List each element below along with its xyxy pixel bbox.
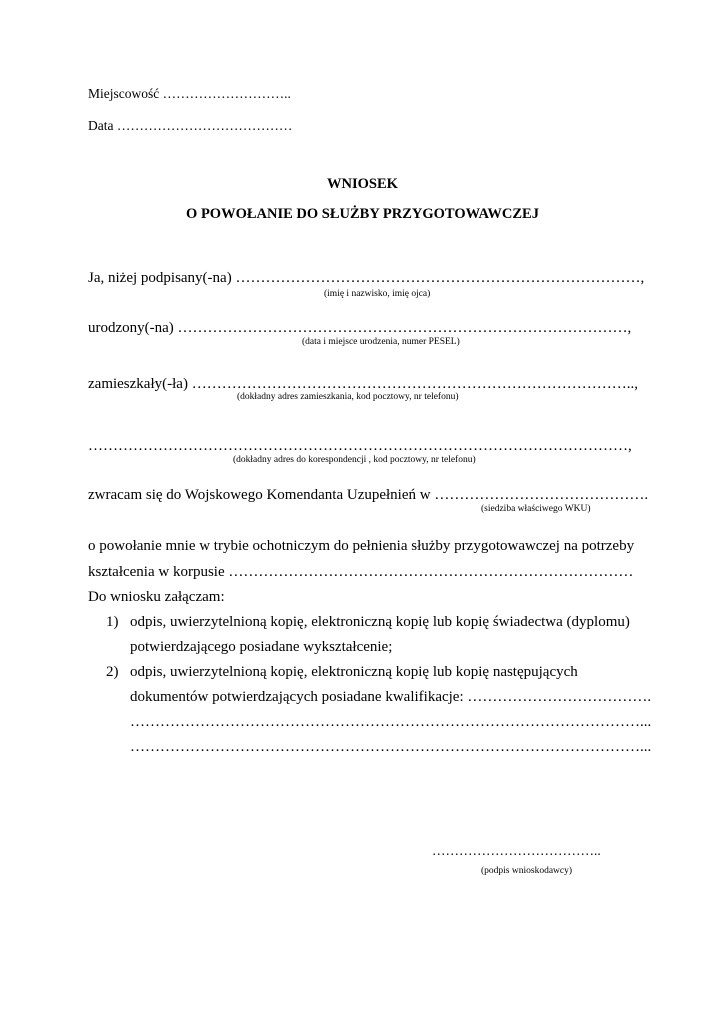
request-paragraph-line2: kształcenia w korpusie ………………………………………………………………………	[88, 564, 634, 580]
correspondence-field: ………………………………………………………………………………………………,	[88, 438, 632, 454]
name-field: Ja, niżej podpisany(-na) ………………………………………………………………………,	[88, 270, 645, 286]
attachment-item-1-line1: odpis, uwierzytelnioną kopię, elektroniczną kopię lub kopię świadectwa (dyplomu)	[130, 614, 630, 630]
signature-hint: (podpis wnioskodawcy)	[481, 866, 573, 876]
wku-hint: (siedziba właściwego WKU)	[481, 504, 591, 514]
document-title: WNIOSEK	[327, 176, 398, 192]
attachment-item-1-line2: potwierdzającego posiadane wykształcenie;	[130, 639, 393, 655]
name-hint: (imię i nazwisko, imię ojca)	[324, 289, 431, 299]
wku-field: zwracam się do Wojskowego Komendanta Uzupełnień w …………………………………….	[88, 487, 649, 503]
request-paragraph-line1: o powołanie mnie w trybie ochotniczym do pełnienia służby przygotowawczej na potrzeby	[88, 538, 635, 554]
signature-line: ………………………………..	[432, 843, 601, 858]
born-hint: (data i miejsce urodzenia, numer PESEL)	[302, 337, 460, 347]
attachments-intro: Do wniosku załączam:	[88, 589, 225, 605]
attachment-item-2-number: 2)	[106, 664, 119, 680]
attachment-item-2-line3: …………………………………………………………………………………………...	[130, 714, 652, 730]
date-line: Data …………………………………	[88, 118, 293, 133]
place-line: Miejscowość ………………………..	[88, 86, 291, 101]
correspondence-hint: (dokładny adres do korespondencji , kod pocztowy, nr telefonu)	[233, 455, 476, 465]
address-field: zamieszkały(-ła) ……………………………………………………………………………..,	[88, 376, 638, 392]
born-field: urodzony(-na) ………………………………………………………………………………,	[88, 320, 632, 336]
attachment-item-2-line1: odpis, uwierzytelnioną kopię, elektroniczną kopię lub kopię następujących	[130, 664, 578, 680]
document-subtitle: O POWOŁANIE DO SŁUŻBY PRZYGOTOWAWCZEJ	[186, 206, 539, 222]
attachment-item-2-line2: dokumentów potwierdzających posiadane kwalifikacje: ……………………………….	[130, 689, 652, 705]
attachment-item-1-number: 1)	[106, 614, 119, 630]
address-hint: (dokładny adres zamieszkania, kod pocztowy, nr telefonu)	[237, 392, 459, 402]
attachment-item-2-line4: …………………………………………………………………………………………...	[130, 739, 652, 755]
